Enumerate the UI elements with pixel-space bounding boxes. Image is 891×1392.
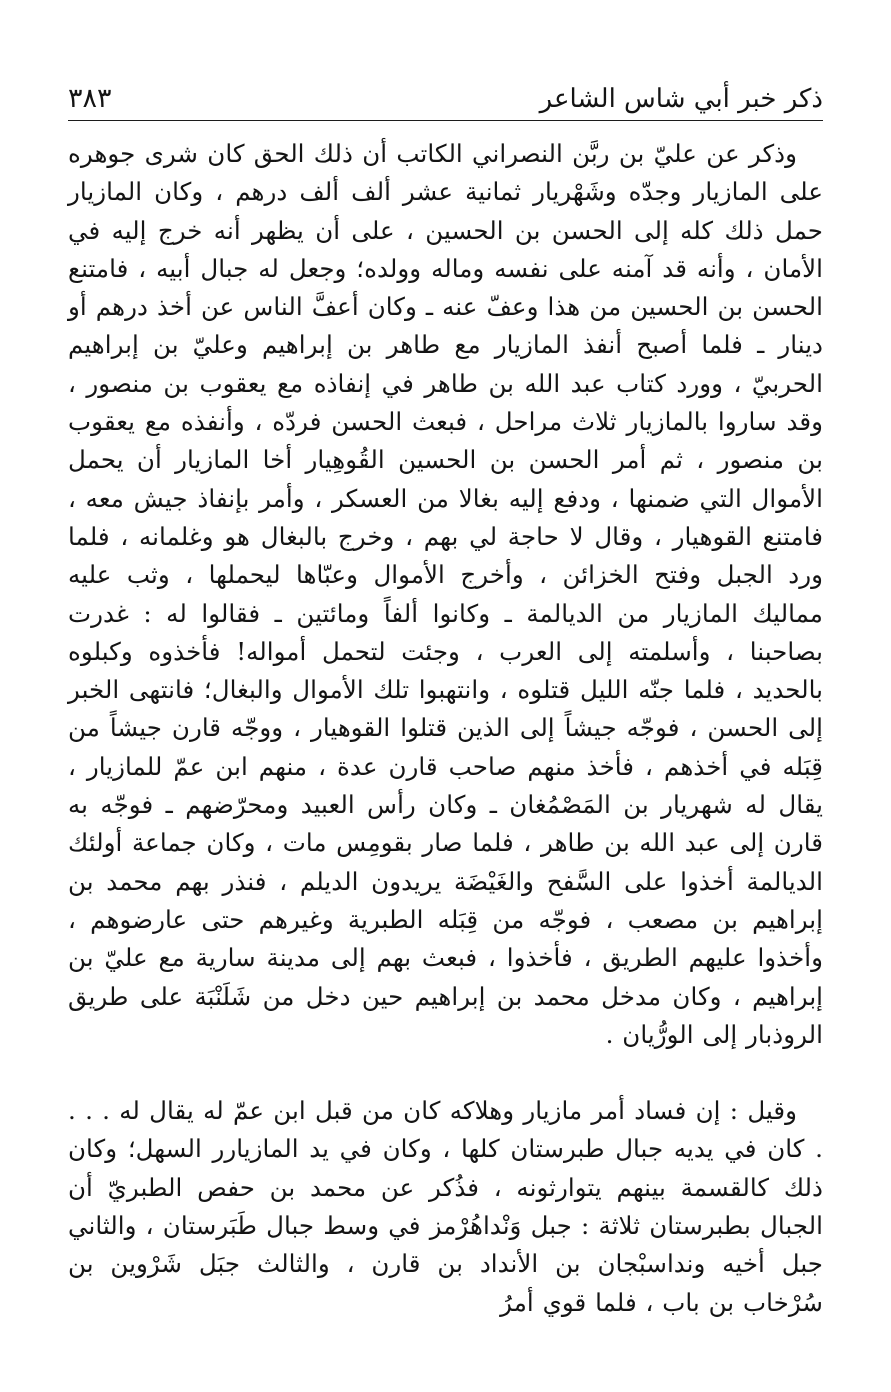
- book-page: [68, 62, 823, 1322]
- chapter-title: ذكر خبر أبي شاس الشاعر: [539, 84, 823, 114]
- body-text: [68, 135, 823, 1322]
- paragraph-1: وذكر عن عليّ بن ربَّن النصراني الكاتب أن ذلك الحق كان شرى جوهره على المازيار وجدّه وشَهْريار ثمانية عشر ألف ألف درهم ، وكان المازيار حمل ذلك كله إلى الحسن بن الحسين ، على أن يظهر أنه خرج إليه في الأمان ، وأنه قد آمنه على نفسه وماله وولده؛ وجعل له جبال أبيه ، فامتنع الحسن بن الحسين من هذا وعفّ عنه ـ وكان أعفَّ الناس عن أخذ درهم أو دينار ـ فلما أصبح أنفذ المازيار مع طاهر بن إبراهيم وعليّ بن إبراهيم الحربيّ ، وورد كتاب عبد الله بن طاهر في إنفاذه مع يعقوب بن منصور ، وقد ساروا بالمازيار ثلاث مراحل ، فبعث الحسن فردّه ، وأنفذه مع يعقوب بن منصور ، ثم أمر الحسن بن الحسين القُوهِيار أخا المازيار أن يحمل الأموال التي ضمنها ، ودفع إليه بغالا من العسكر ، وأمر بإنفاذ جيش معه ، فامتنع القوهيار ، وقال لا حاجة لي بهم ، وخرج بالبغال هو وغلمانه ، فلما ورد الجبل وفتح الخزائن ، وأخرج الأموال وعبّاها ليحملها ، وثب عليه مماليك المازيار من الديالمة ـ وكانوا ألفاً ومائتين ـ فقالوا له : غدرت بصاحبنا ، وأسلمته إلى العرب ، وجئت لتحمل أمواله! فأخذوه وكبلوه بالحديد ، فلما جنّه الليل قتلوه ، وانتهبوا تلك الأموال والبغال؛ فانتهى الخبر إلى الحسن ، فوجّه جيشاً إلى الذين قتلوا القوهيار ، ووجّه قارن جيشاً من قِبَله في أخذهم ، فأخذ منهم صاحب قارن عدة ، منهم ابن عمّ للمازيار ، يقال له شهريار بن المَصْمُغان ـ وكان رأس العبيد ومحرّضهم ـ فوجّه به قارن إلى عبد الله بن طاهر ، فلما صار بقومِس مات ، وكان جماعة أولئك الديالمة أخذوا على السَّفح والغَيْضَة يريدون الديلم ، فنذر بهم محمد بن إبراهيم بن مصعب ، فوجّه من قِبَله الطبرية وغيرهم حتى عارضوهم ، وأخذوا عليهم الطريق ، فأخذوا ، فبعث بهم إلى مدينة سارية مع عليّ بن إبراهيم ، وكان مدخل محمد بن إبراهيم حين دخل من شَلَنْبَة على طريق الروذبار إلى الورُّيان .: [68, 139, 823, 1049]
- paragraph-2: وقيل : إن فساد أمر مازيار وهلاكه كان من قبل ابن عمّ له يقال له . . . . كان في يديه جبال طبرستان كلها ، وكان في يد المازيارر السهل؛ وكان ذلك كالقسمة بينهم يتوارثونه ، فذُكر عن محمد بن حفص الطبريّ أن الجبال بطبرستان ثلاثة : جبل وَنْداهُرْمز في وسط جبال طَبَرستان ، والثاني جبل أخيه ونداسبْجان بن الأنداد بن قارن ، والثالث جبَل شَرْوين بن سُرْخاب بن باب ، فلما قوي أمرُ: [68, 1096, 823, 1317]
- page-number: ٣٨٣: [68, 83, 112, 114]
- running-header: [68, 62, 823, 121]
